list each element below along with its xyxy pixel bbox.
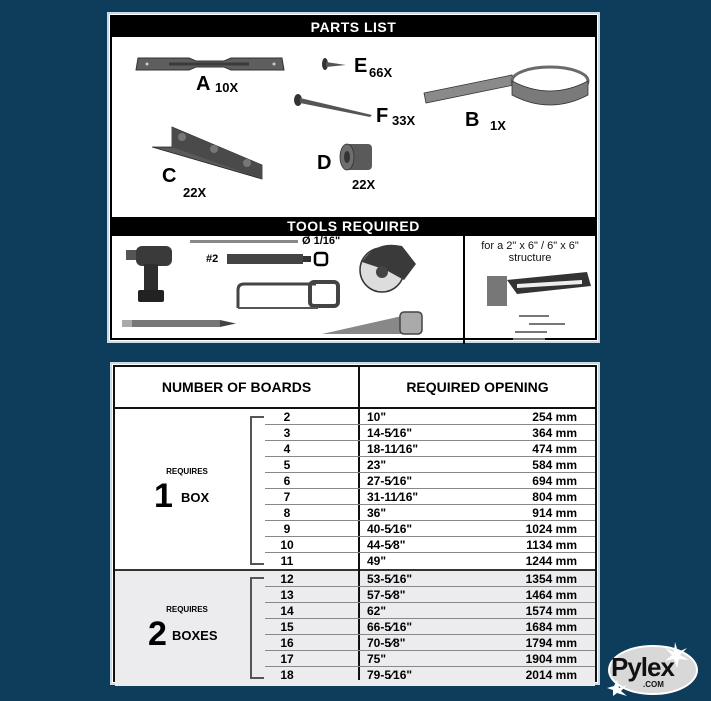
opening-mm: 1904 mm <box>525 652 577 666</box>
tools-required-header: TOOLS REQUIRED <box>112 217 595 236</box>
part-c-qty: 22X <box>183 185 207 200</box>
board-count: 16 <box>280 636 294 650</box>
logo-brand: Pylex <box>611 652 674 682</box>
board-opening-table <box>110 362 600 685</box>
opening-inches: 79-5⁄16" <box>367 668 413 682</box>
opening-inches: 44-5⁄8" <box>367 538 406 552</box>
part-b-image <box>422 63 592 113</box>
table-row <box>115 441 595 457</box>
part-f-qty: 33X <box>392 113 416 128</box>
drill-bit-icon <box>190 238 300 246</box>
opening-mm: 914 mm <box>532 506 577 520</box>
opening-inches: 40-5⁄16" <box>367 522 413 536</box>
group-1-requires: REQUIRES <box>166 467 208 476</box>
table-row <box>115 521 595 537</box>
part-f-letter: F <box>376 105 389 127</box>
group-1-count: 1 <box>154 477 173 515</box>
opening-mm: 804 mm <box>532 490 577 504</box>
table-row <box>115 635 595 651</box>
table-row <box>115 587 595 603</box>
part-e-qty: 66X <box>369 65 393 80</box>
table-row <box>115 603 595 619</box>
board-count: 17 <box>280 652 294 666</box>
opening-mm: 1794 mm <box>525 636 577 650</box>
part-f-image <box>292 93 374 121</box>
rivet-caption <box>465 240 595 264</box>
table-row <box>115 619 595 635</box>
opening-mm: 694 mm <box>532 474 577 488</box>
rivet-caption-line2: structure <box>508 252 552 264</box>
board-count: 7 <box>283 490 291 504</box>
board-count: 2 <box>283 410 291 424</box>
opening-mm: 1134 mm <box>526 538 577 552</box>
pylex-logo <box>603 640 703 696</box>
part-d-image <box>338 142 374 174</box>
opening-inches: 36" <box>367 506 387 520</box>
table-row <box>115 425 595 441</box>
opening-inches: 53-5⁄16" <box>367 572 413 586</box>
parts-list-header: PARTS LIST <box>112 17 595 37</box>
opening-inches: 14-5⁄16" <box>367 426 413 440</box>
screwdriver-bit-icon <box>227 251 329 267</box>
board-count: 4 <box>283 442 291 456</box>
opening-mm: 584 mm <box>532 458 577 472</box>
opening-inches: 75" <box>367 652 387 666</box>
rivet-caption-line1: for a 2" x 6" / 6" x 6" <box>481 240 579 252</box>
header-number-of-boards: NUMBER OF BOARDS <box>115 367 358 409</box>
opening-inches: 31-11⁄16" <box>367 490 419 504</box>
opening-inches: 62" <box>367 604 387 618</box>
table-row <box>115 571 595 587</box>
group-2-requires: REQUIRES <box>166 605 208 614</box>
opening-mm: 1024 mm <box>525 522 577 536</box>
part-d-qty: 22X <box>352 177 376 192</box>
opening-inches: 70-5⁄8" <box>367 636 406 650</box>
opening-mm: 1464 mm <box>525 588 577 602</box>
logo-suffix: .COM <box>643 680 664 689</box>
drill-icon <box>122 244 178 306</box>
tools-right-section <box>465 236 595 344</box>
board-count: 14 <box>280 604 294 618</box>
part-d-letter: D <box>317 152 332 174</box>
table-row <box>115 505 595 521</box>
table-frame <box>113 365 597 682</box>
rivet-gun-icon <box>487 270 597 340</box>
opening-inches: 18-11⁄16" <box>367 442 419 456</box>
circular-saw-icon <box>356 240 422 296</box>
group-2-count: 2 <box>148 615 167 653</box>
part-e-image <box>320 56 350 74</box>
header-required-opening: REQUIRED OPENING <box>360 367 595 409</box>
opening-inches: 27-5⁄16" <box>367 474 413 488</box>
tools-left-section <box>112 236 465 344</box>
drill-bit-label: Ø 1/16" <box>302 235 341 247</box>
board-count: 9 <box>283 522 291 536</box>
opening-mm: 1574 mm <box>525 604 577 618</box>
opening-mm: 2014 mm <box>525 668 577 682</box>
opening-mm: 364 mm <box>532 426 577 440</box>
opening-inches: 57-5⁄8" <box>367 588 406 602</box>
part-c-letter: C <box>162 165 177 187</box>
group-1-unit: BOX <box>181 490 210 505</box>
screw-bit-label: #2 <box>206 253 219 265</box>
board-count: 18 <box>280 668 294 682</box>
opening-mm: 254 mm <box>532 410 577 424</box>
opening-mm: 474 mm <box>532 442 577 456</box>
part-b-qty: 1X <box>490 118 506 133</box>
opening-mm: 1244 mm <box>525 554 577 568</box>
parts-tools-frame <box>110 15 597 340</box>
opening-mm: 1684 mm <box>525 620 577 634</box>
part-b-letter: B <box>465 109 480 131</box>
board-count: 6 <box>283 474 291 488</box>
opening-inches: 10" <box>367 410 387 424</box>
table-row <box>115 457 595 473</box>
board-count: 12 <box>280 572 294 586</box>
table-row <box>115 667 595 683</box>
board-count: 11 <box>280 554 294 568</box>
table-row <box>115 489 595 505</box>
hacksaw-icon <box>234 280 342 312</box>
part-a-qty: 10X <box>215 80 239 95</box>
table-row <box>115 553 595 569</box>
opening-mm: 1354 mm <box>525 572 577 586</box>
table-row <box>115 473 595 489</box>
table-row <box>115 537 595 553</box>
board-count: 5 <box>283 458 291 472</box>
table-row <box>115 409 595 425</box>
opening-inches: 23" <box>367 458 387 472</box>
opening-inches: 49" <box>367 554 387 568</box>
hand-saw-icon <box>322 310 424 338</box>
part-a-letter: A <box>196 73 211 95</box>
board-count: 15 <box>280 620 294 634</box>
board-count: 13 <box>280 588 294 602</box>
table-row <box>115 651 595 667</box>
pencil-icon <box>122 318 238 330</box>
board-count: 3 <box>283 426 291 440</box>
board-count: 10 <box>280 538 294 552</box>
group-2-unit: BOXES <box>172 628 218 643</box>
part-e-letter: E <box>354 55 368 77</box>
board-count: 8 <box>283 506 291 520</box>
parts-tools-panel <box>107 12 600 343</box>
opening-inches: 66-5⁄16" <box>367 620 413 634</box>
